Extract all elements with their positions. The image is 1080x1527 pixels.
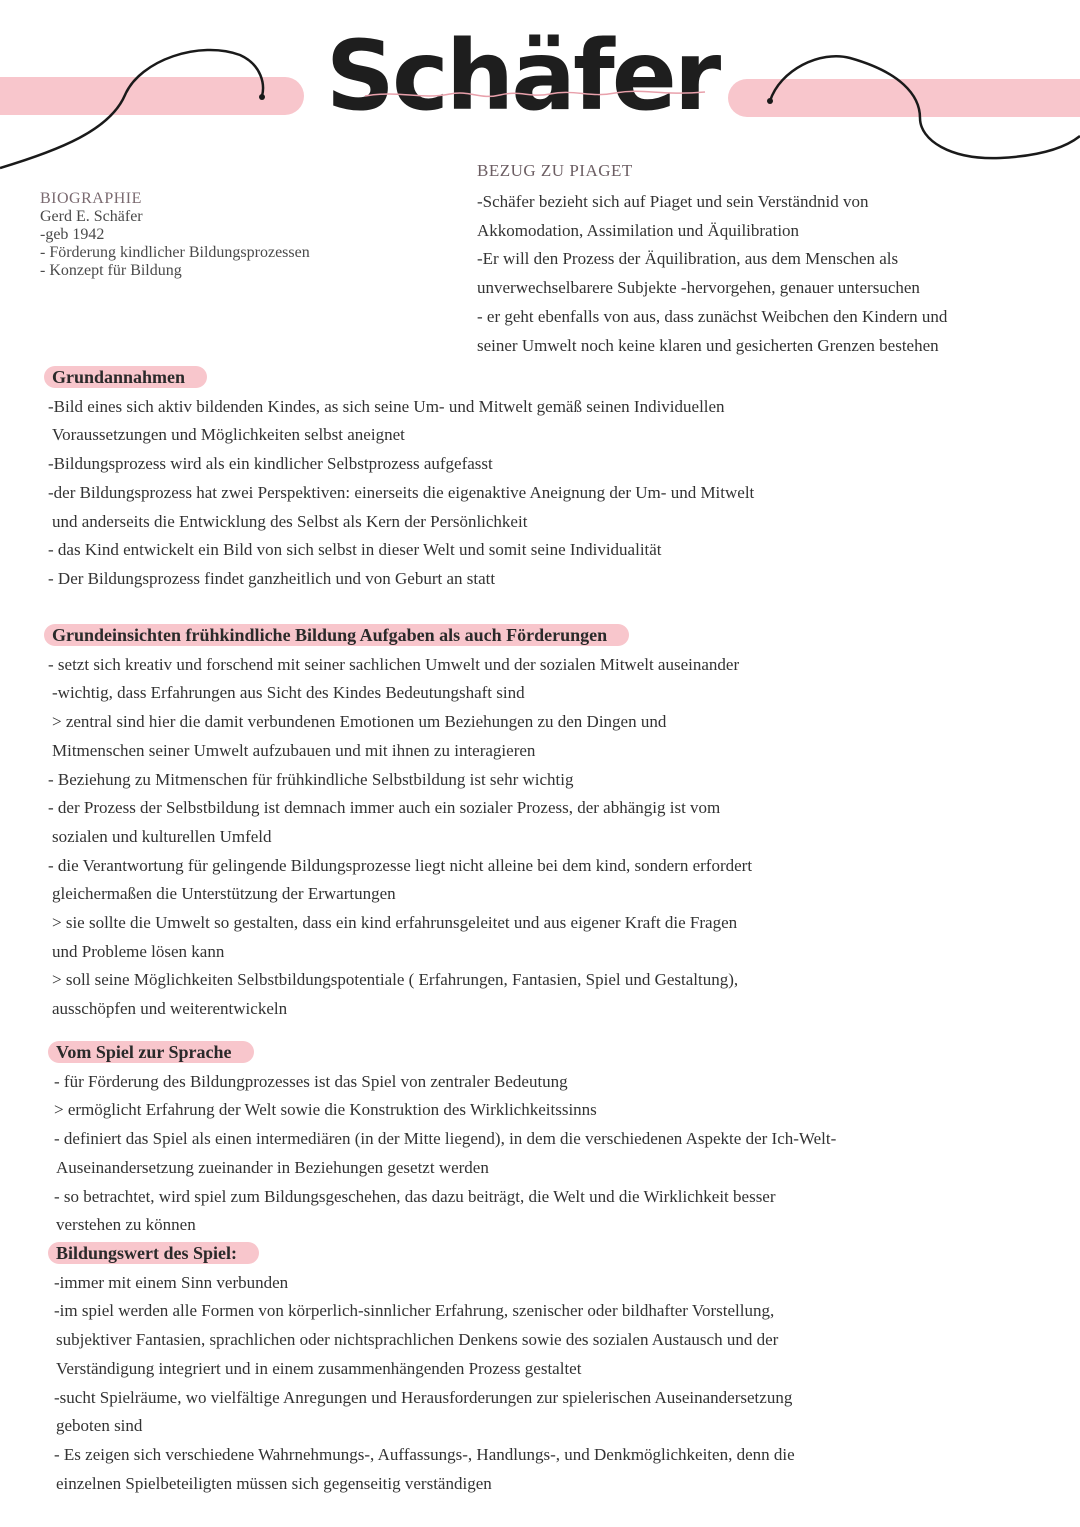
biography-block [40,190,310,280]
section-heading: Vom Spiel zur Sprache [48,1041,254,1063]
section-heading: Bildungswert des Spiel: [48,1242,259,1264]
section-line: Voraussetzungen und Möglichkeiten selbst aneignet [52,425,405,445]
section-line: - setzt sich kreativ und forschend mit seiner sachlichen Umwelt und der sozialen Mitwelt auseinander [48,654,740,674]
section-line: > ermöglicht Erfahrung der Welt sowie die Konstruktion des Wirklichkeitssinns [54,1100,597,1120]
section-line: und anderseits die Entwicklung des Selbst als Kern der Persönlichkeit [52,511,528,531]
piaget-line: -Schäfer bezieht sich auf Piaget und sein Verständnid von [477,192,869,211]
section-line: - das Kind entwickelt ein Bild von sich selbst in dieser Welt und somit seine Individualität [48,540,662,560]
section-line: ausschöpfen und weiterentwickeln [52,999,288,1019]
section-line: - die Verantwortung für gelingende Bildungsprozesse liegt nicht alleine bei dem kind, sondern erfordert [48,855,753,875]
section-line: - definiert das Spiel als einen intermediären (in der Mitte liegend), in dem die verschiedenen Aspekte der Ich-Welt- [54,1129,837,1149]
section-line: - der Prozess der Selbstbildung ist demnach immer auch ein sozialer Prozess, der abhängig ist vom [48,798,721,818]
section-line: -Bildungsprozess wird als ein kindlicher Selbstprozess aufgefasst [48,454,493,474]
section-line: - Es zeigen sich verschiedene Wahrnehmungs-, Auffassungs-, Handlungs-, und Denkmöglichkeiten, denn die [54,1444,795,1464]
section-line: Mitmenschen seiner Umwelt aufzubauen und mit ihnen zu interagieren [52,740,536,760]
piaget-line: - er geht ebenfalls von aus, dass zunächst Weibchen den Kindern und [477,306,948,326]
section-line: > zentral sind hier die damit verbundenen Emotionen um Beziehungen zu den Dingen und [52,712,667,732]
section-line: und Probleme lösen kann [52,941,225,961]
section-line: -immer mit einem Sinn verbunden [54,1272,289,1292]
section-heading: Grundannahmen [44,366,207,388]
section-line: - so betrachtet, wird spiel zum Bildungsgeschehen, das dazu beiträgt, die Welt und die Wirklichkeit besser [54,1186,776,1206]
section-line: -wichtig, dass Erfahrungen aus Sicht des Kindes Bedeutungshaft sind [52,683,525,703]
section-line: subjektiver Fantasien, sprachlichen oder nichtsprachlichen Denkens sowie des sozialen Austausch und der [56,1330,779,1350]
section-line: > sie sollte die Umwelt so gestalten, dass ein kind erfahrunsgeleitet und aus eigener Kraft die Fragen [52,913,738,933]
section-line: gleichermaßen die Unterstützung der Erwartungen [52,884,396,904]
section-line: -Bild eines sich aktiv bildenden Kindes, as sich seine Um- und Mitwelt gemäß seinen Individuellen [48,396,725,416]
section-line: geboten sind [56,1416,143,1436]
section-line: Verständigung integriert und in einem zusammenhängenden Prozess gestaltet [56,1358,582,1378]
page-title: Schäfer [325,20,719,132]
piaget-line: seiner Umwelt noch keine klaren und gesicherten Grenzen bestehen [477,335,939,355]
section-vom-spiel-zur-sprache [48,1039,1028,1240]
section-line: - für Förderung des Bildungprozesses ist das Spiel von zentraler Bedeutung [54,1071,568,1091]
section-line: > soll seine Möglichkeiten Selbstbildungspotentiale ( Erfahrungen, Fantasien, Spiel und Gestaltung), [52,970,739,990]
section-line: - Beziehung zu Mitmenschen für frühkindliche Selbstbildung ist sehr wichtig [48,769,574,789]
biography-heading: BIOGRAPHIE [40,190,142,207]
piaget-line: -Er will den Prozess der Äquilibration, aus dem Menschen als [477,249,899,269]
piaget-block [477,160,1057,360]
section-grundeinsichten [44,622,1024,1024]
section-heading: Grundeinsichten frühkindliche Bildung Aufgaben als auch Förderungen [44,624,629,646]
piaget-line: unverwechselbarere Subjekte -hervorgehen, genauer untersuchen [477,278,920,298]
section-line: -der Bildungsprozess hat zwei Perspektiven: einerseits die eigenaktive Aneignung der Um- und Mitwelt [48,482,755,502]
biography-line: -geb 1942 [40,226,105,243]
section-bildungswert-des-spiel [48,1240,1028,1498]
section-line: - Der Bildungsprozess findet ganzheitlich und von Geburt an statt [48,568,496,588]
piaget-line: Akkomodation, Assimilation und Äquilibration [477,220,800,240]
title-script-underline [360,84,710,104]
section-line: Auseinandersetzung zueinander in Beziehungen gesetzt werden [56,1157,489,1177]
section-line: verstehen zu können [56,1215,196,1235]
section-line: -im spiel werden alle Formen von körperlich-sinnlicher Erfahrung, szenischer oder bildhafter Vorstellung, [54,1301,775,1321]
section-grundannahmen [44,364,1024,594]
section-line: sozialen und kulturellen Umfeld [52,826,272,846]
section-line: einzelnen Spielbeteiligten müssen sich gegenseitig verständigen [56,1473,492,1493]
piaget-heading: BEZUG ZU PIAGET [477,161,633,180]
biography-line: - Förderung kindlicher Bildungsprozessen [40,244,310,261]
biography-line: - Konzept für Bildung [40,262,182,279]
section-line: -sucht Spielräume, wo vielfältige Anregungen und Herausforderungen zur spielerischen Auseinandersetzung [54,1387,793,1407]
biography-line: Gerd E. Schäfer [40,208,143,225]
